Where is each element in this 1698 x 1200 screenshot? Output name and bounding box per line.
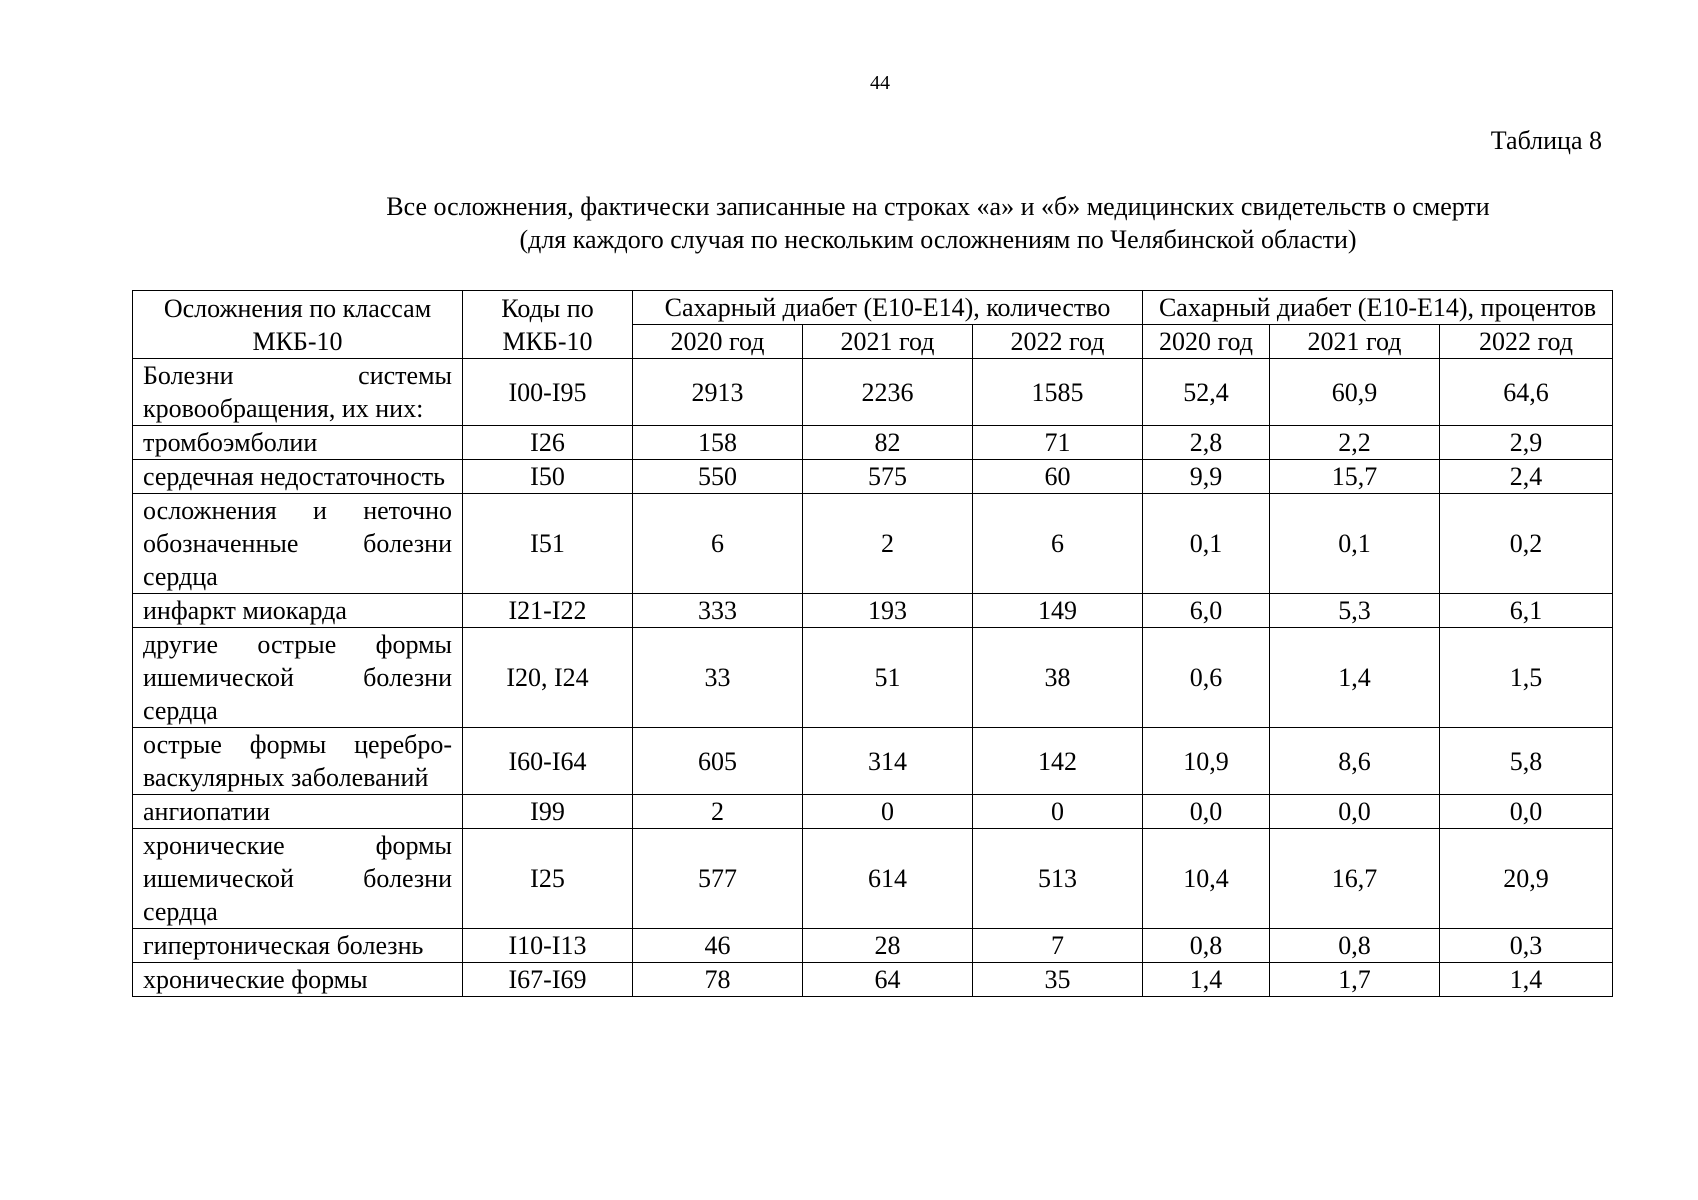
row-count-value: 6 (973, 494, 1143, 594)
row-count-value: 2913 (633, 359, 803, 426)
row-code: I00-I95 (463, 359, 633, 426)
table-label: Таблица 8 (1490, 126, 1602, 155)
row-count-value: 35 (973, 963, 1143, 997)
row-count-value: 158 (633, 426, 803, 460)
row-count-value: 78 (633, 963, 803, 997)
row-percent-value: 8,6 (1270, 728, 1440, 795)
row-code: I60-I64 (463, 728, 633, 795)
row-percent-value: 0,0 (1440, 795, 1613, 829)
row-class-name: инфаркт миокарда (133, 594, 463, 628)
row-percent-value: 2,8 (1143, 426, 1270, 460)
row-count-value: 1585 (973, 359, 1143, 426)
table-row (133, 963, 1613, 997)
row-code: I26 (463, 426, 633, 460)
row-count-value: 577 (633, 829, 803, 929)
row-count-value: 314 (803, 728, 973, 795)
row-count-value: 6 (633, 494, 803, 594)
row-percent-value: 1,4 (1440, 963, 1613, 997)
row-count-value: 550 (633, 460, 803, 494)
row-count-value: 64 (803, 963, 973, 997)
row-code: I20, I24 (463, 628, 633, 728)
header-year: 2022 год (973, 325, 1143, 359)
row-count-value: 2 (633, 795, 803, 829)
table-row (133, 829, 1613, 929)
table-title-line-1: Все осложнения, фактически записанные на строках «а» и «б» медицинских свидетельств о смерти (386, 192, 1490, 221)
row-percent-value: 0,2 (1440, 494, 1613, 594)
table-row (133, 929, 1613, 963)
row-count-value: 33 (633, 628, 803, 728)
row-count-value: 142 (973, 728, 1143, 795)
table-row (133, 426, 1613, 460)
row-code: I51 (463, 494, 633, 594)
row-percent-value: 0,0 (1143, 795, 1270, 829)
header-group-count: Сахарный диабет (Е10-Е14), количество (633, 291, 1143, 325)
row-count-value: 513 (973, 829, 1143, 929)
row-percent-value: 0,6 (1143, 628, 1270, 728)
row-class-name: хронические формы (133, 963, 463, 997)
row-percent-value: 6,0 (1143, 594, 1270, 628)
row-percent-value: 10,9 (1143, 728, 1270, 795)
row-code: I10-I13 (463, 929, 633, 963)
row-class-name: гипертоническая болезнь (133, 929, 463, 963)
row-code: I99 (463, 795, 633, 829)
table-row (133, 460, 1613, 494)
row-percent-value: 1,7 (1270, 963, 1440, 997)
header-row-groups (133, 291, 1613, 325)
row-percent-value: 0,0 (1270, 795, 1440, 829)
row-percent-value: 0,1 (1143, 494, 1270, 594)
row-percent-value: 16,7 (1270, 829, 1440, 929)
row-count-value: 0 (803, 795, 973, 829)
row-percent-value: 1,5 (1440, 628, 1613, 728)
row-count-value: 38 (973, 628, 1143, 728)
row-count-value: 2236 (803, 359, 973, 426)
row-count-value: 0 (973, 795, 1143, 829)
row-percent-value: 5,3 (1270, 594, 1440, 628)
row-count-value: 193 (803, 594, 973, 628)
table-row (133, 628, 1613, 728)
row-count-value: 614 (803, 829, 973, 929)
row-percent-value: 2,9 (1440, 426, 1613, 460)
header-year: 2022 год (1440, 325, 1613, 359)
table-row (133, 594, 1613, 628)
row-percent-value: 20,9 (1440, 829, 1613, 929)
header-year: 2020 год (633, 325, 803, 359)
row-percent-value: 2,2 (1270, 426, 1440, 460)
row-code: I67-I69 (463, 963, 633, 997)
header-codes: Коды по МКБ-10 (463, 291, 633, 359)
row-percent-value: 64,6 (1440, 359, 1613, 426)
row-percent-value: 52,4 (1143, 359, 1270, 426)
row-class-name: осложнения и неточно обозначенные болезни сердца (133, 494, 463, 594)
row-count-value: 28 (803, 929, 973, 963)
table-body (133, 359, 1613, 997)
row-class-name: ангиопатии (133, 795, 463, 829)
row-class-name: Болезни системы кровообращения, их них: (133, 359, 463, 426)
page-number: 44 (870, 72, 890, 94)
row-count-value: 51 (803, 628, 973, 728)
row-count-value: 605 (633, 728, 803, 795)
table-row (133, 728, 1613, 795)
row-class-name: другие острые формы ишемической болезни сердца (133, 628, 463, 728)
row-code: I21-I22 (463, 594, 633, 628)
row-percent-value: 5,8 (1440, 728, 1613, 795)
row-class-name: хронические формы ишемической болезни сердца (133, 829, 463, 929)
row-percent-value: 1,4 (1270, 628, 1440, 728)
row-class-name: сердечная недостаточность (133, 460, 463, 494)
row-count-value: 7 (973, 929, 1143, 963)
row-class-name: тромбоэмболии (133, 426, 463, 460)
header-group-percent: Сахарный диабет (Е10-Е14), процентов (1143, 291, 1613, 325)
row-count-value: 46 (633, 929, 803, 963)
row-percent-value: 60,9 (1270, 359, 1440, 426)
header-year: 2021 год (803, 325, 973, 359)
table-row (133, 359, 1613, 426)
row-percent-value: 0,8 (1270, 929, 1440, 963)
row-percent-value: 0,3 (1440, 929, 1613, 963)
complications-table (132, 290, 1613, 997)
row-count-value: 2 (803, 494, 973, 594)
row-code: I25 (463, 829, 633, 929)
row-count-value: 575 (803, 460, 973, 494)
table-title-line-2: (для каждого случая по нескольким осложнениям по Челябинской области) (519, 225, 1357, 254)
row-code: I50 (463, 460, 633, 494)
row-percent-value: 9,9 (1143, 460, 1270, 494)
table-row (133, 795, 1613, 829)
row-percent-value: 1,4 (1143, 963, 1270, 997)
row-count-value: 60 (973, 460, 1143, 494)
row-count-value: 82 (803, 426, 973, 460)
row-percent-value: 0,1 (1270, 494, 1440, 594)
row-percent-value: 0,8 (1143, 929, 1270, 963)
table-row (133, 494, 1613, 594)
header-year: 2021 год (1270, 325, 1440, 359)
table-title (132, 190, 1698, 256)
row-percent-value: 10,4 (1143, 829, 1270, 929)
header-class: Осложнения по классам МКБ-10 (133, 291, 463, 359)
row-count-value: 71 (973, 426, 1143, 460)
row-percent-value: 15,7 (1270, 460, 1440, 494)
row-percent-value: 6,1 (1440, 594, 1613, 628)
header-year: 2020 год (1143, 325, 1270, 359)
row-percent-value: 2,4 (1440, 460, 1613, 494)
row-count-value: 149 (973, 594, 1143, 628)
row-count-value: 333 (633, 594, 803, 628)
row-class-name: острые формы церебро-васкулярных заболеваний (133, 728, 463, 795)
